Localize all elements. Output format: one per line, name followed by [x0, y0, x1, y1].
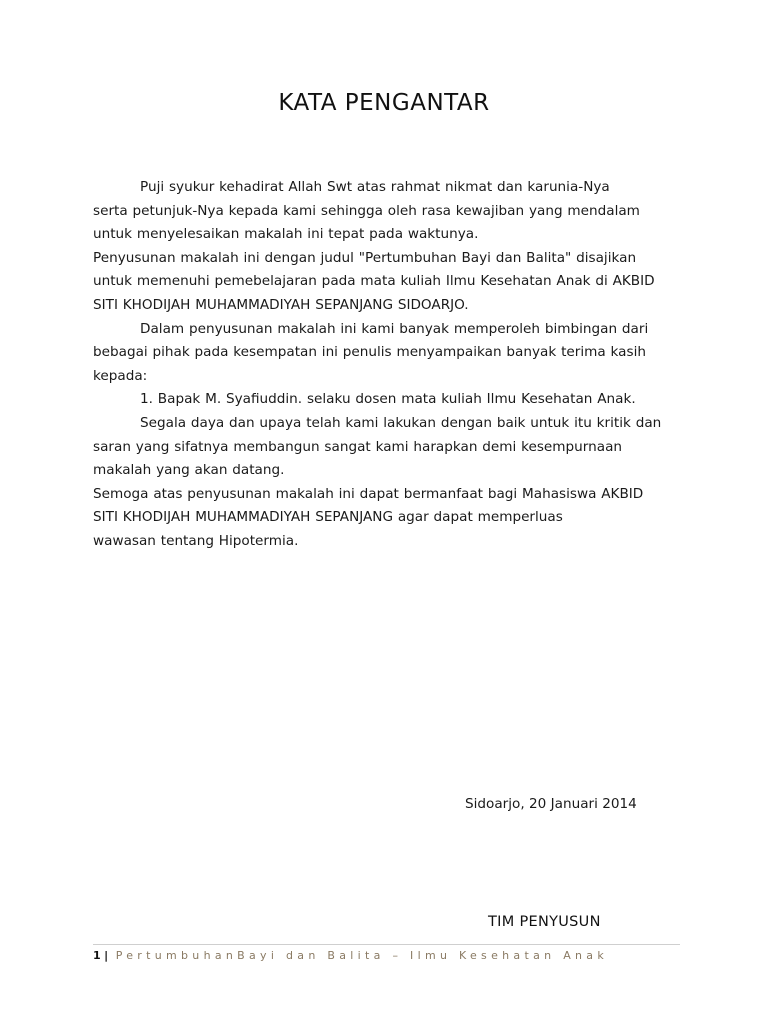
- paragraph-line: Penyusunan makalah ini dengan judul "Pertumbuhan Bayi dan Balita" disajikan: [93, 249, 637, 266]
- list-item: 1. Bapak M. Syafiuddin. selaku dosen mata kuliah Ilmu Kesehatan Anak.: [140, 391, 636, 408]
- paragraph-line: kepada:: [93, 367, 148, 384]
- signature-team: TIM PENYUSUN: [488, 914, 601, 930]
- paragraph-line: serta petunjuk-Nya kepada kami sehingga oleh rasa kewajiban yang mendalam: [93, 202, 640, 219]
- date-line: Sidoarjo, 20 Januari 2014: [465, 796, 637, 812]
- footer-divider: [93, 944, 680, 945]
- paragraph-line: Semoga atas penyusunan makalah ini dapat bermanfaat bagi Mahasiswa AKBID: [93, 485, 644, 502]
- page-number: 1: [93, 949, 101, 962]
- paragraph-line: Puji syukur kehadirat Allah Swt atas rahmat nikmat dan karunia-Nya: [140, 179, 610, 195]
- running-title: PertumbuhanBayi dan Balita – Ilmu Kesehatan Anak: [115, 949, 609, 962]
- paragraph-line: untuk menyelesaikan makalah ini tepat pada waktunya.: [93, 226, 479, 243]
- body-paragraphs: [93, 176, 683, 554]
- footer-separator: |: [104, 949, 109, 962]
- paragraph-line: Segala daya dan upaya telah kami lakukan dengan baik untuk itu kritik dan: [140, 414, 662, 431]
- page-title: KATA PENGANTAR: [278, 90, 490, 116]
- paragraph-line: makalah yang akan datang.: [93, 462, 285, 479]
- paragraph-line: SITI KHODIJAH MUHAMMADIYAH SEPANJANG agar dapat memperluas: [93, 509, 563, 526]
- paragraph-line: untuk memenuhi pemebelajaran pada mata kuliah Ilmu Kesehatan Anak di AKBID: [93, 273, 655, 290]
- paragraph-line: Dalam penyusunan makalah ini kami banyak memperoleh bimbingan dari: [140, 320, 649, 337]
- paragraph-line: SITI KHODIJAH MUHAMMADIYAH SEPANJANG SIDOARJO.: [93, 296, 469, 313]
- page-footer: [93, 948, 608, 964]
- paragraph-line: bebagai pihak pada kesempatan ini penulis menyampaikan banyak terima kasih: [93, 344, 646, 361]
- paragraph-line: saran yang sifatnya membangun sangat kami harapkan demi kesempurnaan: [93, 438, 623, 455]
- paragraph-line: wawasan tentang Hipotermia.: [93, 532, 299, 549]
